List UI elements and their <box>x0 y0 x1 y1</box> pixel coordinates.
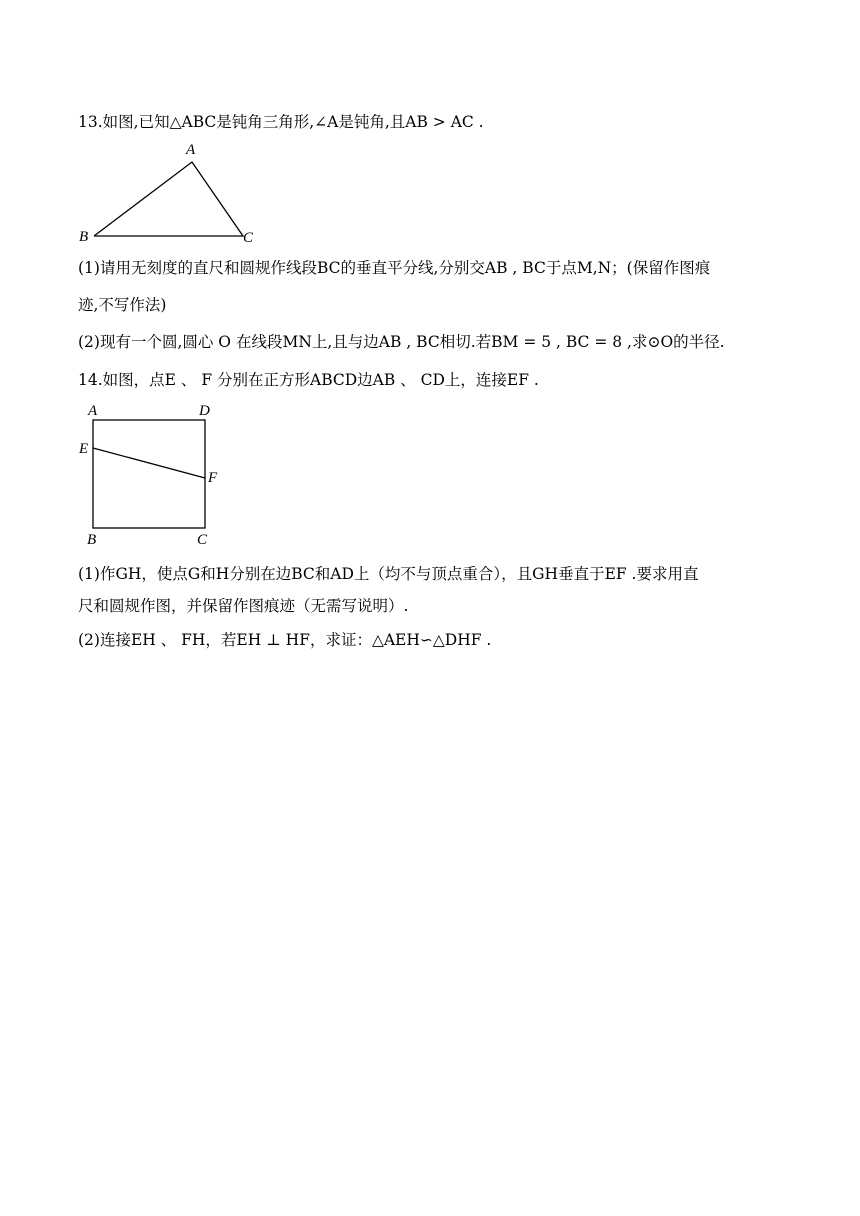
label-e: E <box>79 441 89 457</box>
segment-ef <box>93 448 205 478</box>
label-b: B <box>79 229 89 245</box>
label-c: C <box>243 230 254 246</box>
triangle-abc-figure <box>76 140 266 248</box>
problem-13-part1-line1: (1)请用无刻度的直尺和圆规作线段BC的垂直平分线,分别交AB , BC于点M,N；(保留作图痕 <box>78 259 711 277</box>
problem-14-part1-line2: 尺和圆规作图，并保留作图痕迹（无需写说明）. <box>78 597 409 615</box>
problem-14-part2: (2)连接EH 、 FH，若EH ⊥ HF，求证：△AEH∽△DHF . <box>78 631 492 649</box>
problem-14-part1-line1: (1)作GH，使点G和H分别在边BC和AD上（均不与顶点重合），且GH垂直于EF .要求用直 <box>78 565 699 583</box>
problem-13-part1-line2: 迹,不写作法) <box>78 296 167 314</box>
label-a: A <box>186 142 196 158</box>
label-a: A <box>88 403 98 419</box>
problem-13-part2: (2)现有一个圆,圆心 O 在线段MN上,且与边AB , BC相切.若BM = 5 , BC = 8 ,求⊙O的半径. <box>78 333 725 351</box>
label-d: D <box>199 403 210 419</box>
label-b: B <box>87 532 97 548</box>
triangle-abc-outline <box>94 162 243 236</box>
problem-13-stem: 13.如图,已知△ABC是钝角三角形,∠A是钝角,且AB > AC . <box>78 113 484 131</box>
label-f: F <box>208 470 218 486</box>
label-c: C <box>197 532 208 548</box>
square-abcd-figure <box>76 400 236 550</box>
problem-14-stem: 14.如图，点E 、 F 分别在正方形ABCD边AB 、 CD上，连接EF . <box>78 371 539 389</box>
